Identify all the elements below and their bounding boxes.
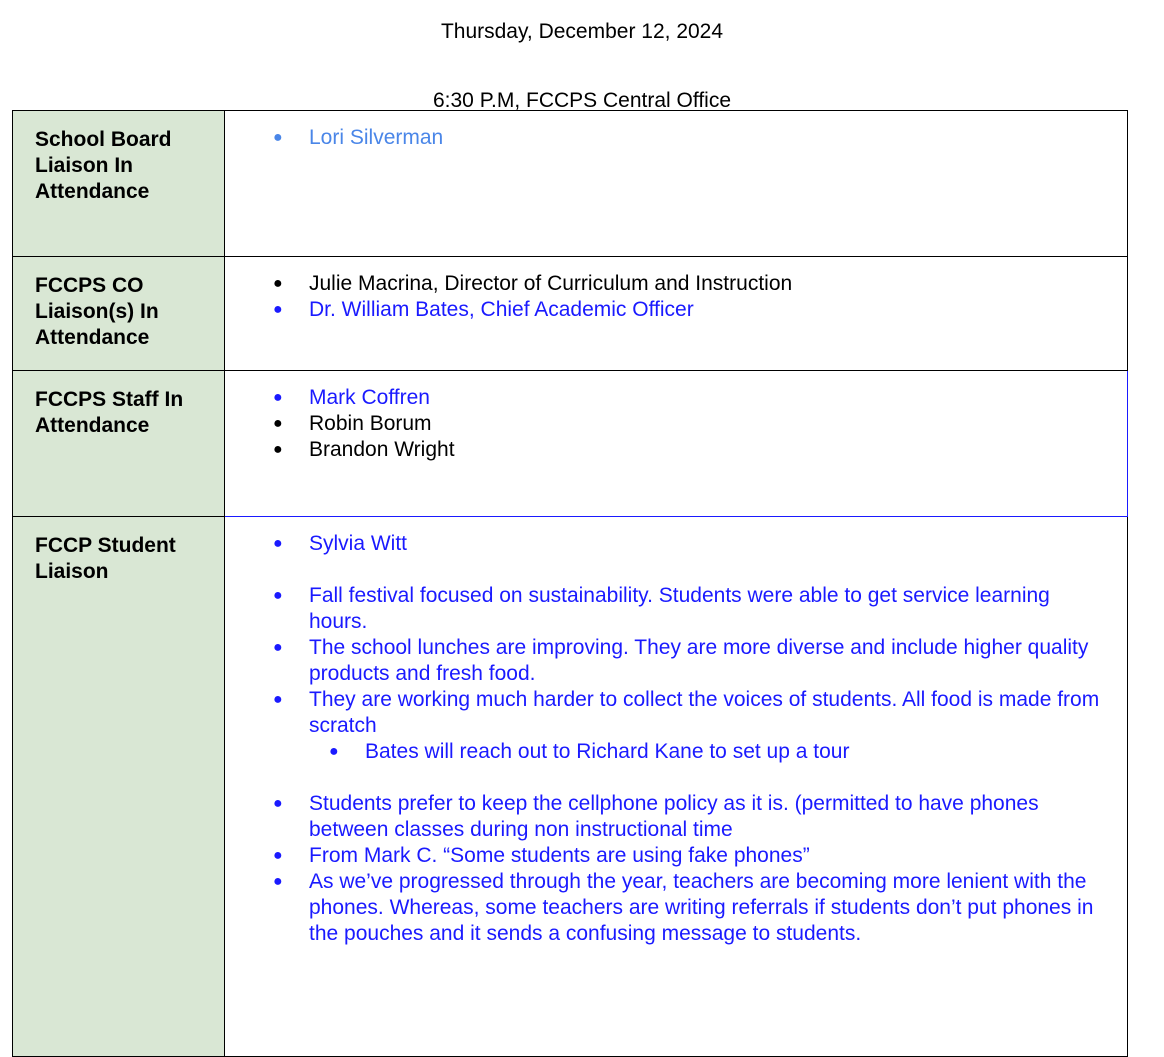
row-label: FCCPS CO Liaison(s) In Attendance [13,257,225,371]
meeting-date: Thursday, December 12, 2024 [440,20,724,43]
list-item [273,385,1107,411]
attendance-table [12,110,1128,1057]
list-spacer [273,765,1107,791]
list-item-text: They are working much harder to collect the voices of students. All food is made from scratch [309,688,1100,737]
row-label: School Board Liaison In Attendance [13,111,225,257]
bullet-icon: ● [273,441,283,458]
list-item-text: Fall festival focused on sustainability. Students were able to get service learning hours. [309,584,1050,633]
bullet-icon: ● [273,415,283,432]
list-item-text: Robin Borum [309,412,432,435]
meeting-time-location: 6:30 P.M, FCCPS Central Office [432,89,731,112]
row-label: FCCPS Staff In Attendance [13,371,225,517]
list-item [329,739,1107,765]
bullet-icon: ● [329,743,339,760]
list-item-text: Mark Coffren [309,386,430,409]
list-item [273,583,1107,635]
list-item [273,635,1107,687]
row-content [225,257,1128,371]
row-content [225,111,1128,257]
bullet-icon: ● [273,639,283,656]
bullet-icon: ● [273,129,283,146]
list-item-text: Dr. William Bates, Chief Academic Officer [309,298,694,321]
bullet-list [273,531,1107,947]
table-row [13,257,1128,371]
list-item-text: As we’ve progressed through the year, teachers are becoming more lenient with the phones. Whereas, some teachers are writing referrals if students don’t put phones in the pouches and it sends a confusing message to students. [309,870,1094,945]
row-content [225,517,1128,1057]
list-item-text: Lori Silverman [309,126,444,149]
list-item [273,687,1107,739]
table-row [13,517,1128,1057]
row-label: FCCP Student Liaison [13,517,225,1057]
list-item [273,437,1107,463]
bullet-list [273,271,1107,323]
list-item-text: Students prefer to keep the cellphone policy as it is. (permitted to have phones between classes during non instructional time [309,792,1039,841]
bullet-icon: ● [273,301,283,318]
row-content [225,371,1128,517]
bullet-icon: ● [273,275,283,292]
bullet-list [273,385,1107,463]
list-item [273,297,1107,323]
list-item-text: Brandon Wright [309,438,455,461]
list-item-text: Julie Macrina, Director of Curriculum and Instruction [309,272,793,295]
list-item [273,411,1107,437]
bullet-icon: ● [273,873,283,890]
bullet-icon: ● [273,587,283,604]
list-item [273,531,1107,557]
bullet-icon: ● [273,535,283,552]
table-row [13,111,1128,257]
list-item [273,125,1107,151]
list-item-text: Sylvia Witt [309,532,408,555]
bullet-icon: ● [273,795,283,812]
list-item [273,791,1107,843]
list-item-text: Bates will reach out to Richard Kane to set up a tour [365,740,850,763]
table-row [13,371,1128,517]
bullet-list [273,125,1107,151]
list-item [273,271,1107,297]
list-item-text: The school lunches are improving. They are more diverse and include higher quality products and fresh food. [309,636,1089,685]
list-item [273,869,1107,947]
list-spacer [273,557,1107,583]
list-item-text: From Mark C. “Some students are using fake phones” [309,844,810,867]
list-item [273,843,1107,869]
bullet-icon: ● [273,847,283,864]
bullet-icon: ● [273,691,283,708]
bullet-icon: ● [273,389,283,406]
